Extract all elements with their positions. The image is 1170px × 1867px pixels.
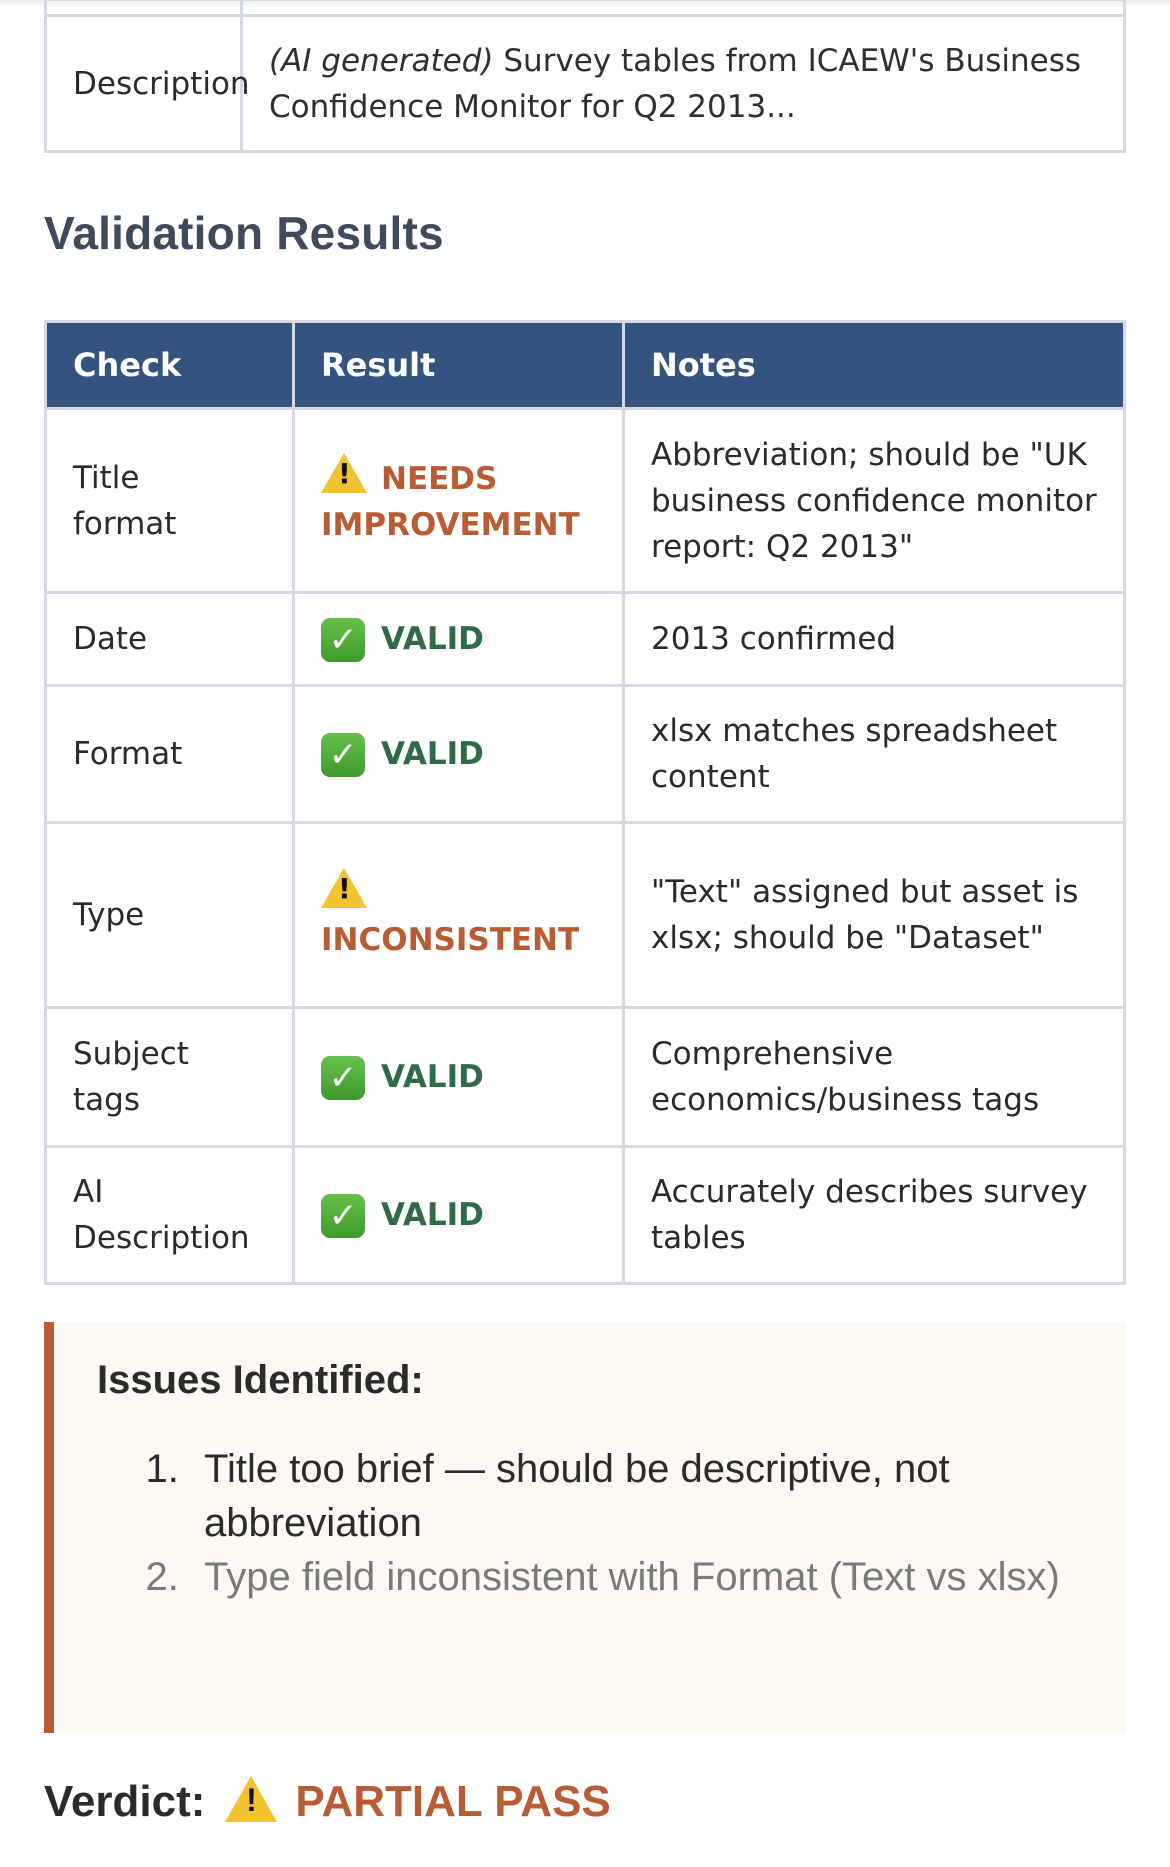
issues-heading: Issues Identified: bbox=[97, 1358, 424, 1402]
table-row bbox=[46, 1147, 1125, 1284]
result-cell bbox=[294, 1147, 624, 1284]
result-label: VALID bbox=[381, 620, 484, 657]
result-cell bbox=[294, 686, 624, 823]
column-header-check: Check bbox=[46, 322, 294, 409]
check-icon: ✓ bbox=[321, 733, 365, 777]
metadata-key bbox=[46, 0, 242, 16]
issue-item: 2. Type field inconsistent with Format (Text vs xlsx) bbox=[190, 1550, 1070, 1604]
result-label: NEEDS IMPROVEMENT bbox=[321, 461, 580, 543]
issue-item: 1. Title too brief — should be descriptive, not abbreviation bbox=[190, 1442, 1070, 1550]
metadata-value bbox=[242, 0, 1125, 16]
check-cell: Subject tags bbox=[46, 1008, 294, 1147]
table-row bbox=[46, 593, 1125, 686]
warning-icon: ! bbox=[321, 453, 367, 493]
description-text: Survey tables from ICAEW's Business Confidence Monitor for Q2 2013... bbox=[269, 42, 1082, 125]
result-cell bbox=[294, 409, 624, 593]
validation-table bbox=[44, 320, 1126, 1285]
verdict-value: PARTIAL PASS bbox=[295, 1777, 611, 1826]
result-label: VALID bbox=[381, 1058, 484, 1095]
notes-cell: Comprehensive economics/business tags bbox=[624, 1008, 1125, 1147]
result-cell bbox=[294, 823, 624, 1008]
metadata-table bbox=[44, 0, 1126, 153]
result-label: VALID bbox=[381, 735, 484, 772]
warning-icon: ! bbox=[225, 1776, 277, 1822]
warning-icon: ! bbox=[321, 868, 367, 908]
metadata-row-description bbox=[46, 16, 1125, 152]
notes-cell: Accurately describes survey tables bbox=[624, 1147, 1125, 1284]
notes-cell: "Text" assigned but asset is xlsx; should be "Dataset" bbox=[624, 823, 1125, 1008]
table-row bbox=[46, 1008, 1125, 1147]
verdict bbox=[44, 1776, 611, 1827]
metadata-value bbox=[242, 16, 1125, 152]
verdict-label: Verdict: bbox=[44, 1777, 206, 1826]
check-cell: AI Description bbox=[46, 1147, 294, 1284]
table-row bbox=[46, 686, 1125, 823]
check-cell: Title format bbox=[46, 409, 294, 593]
section-title: Validation Results bbox=[44, 207, 444, 259]
ai-generated-label: (AI generated) bbox=[269, 42, 494, 79]
issues-list bbox=[140, 1442, 1070, 1604]
check-cell: Format bbox=[46, 686, 294, 823]
check-cell: Date bbox=[46, 593, 294, 686]
metadata-key: Description bbox=[46, 16, 242, 152]
result-cell bbox=[294, 593, 624, 686]
check-icon: ✓ bbox=[321, 1194, 365, 1238]
result-cell bbox=[294, 1008, 624, 1147]
table-row bbox=[46, 409, 1125, 593]
result-label: INCONSISTENT bbox=[321, 921, 580, 958]
issues-callout bbox=[44, 1322, 1126, 1733]
check-cell: Type bbox=[46, 823, 294, 1008]
notes-cell: Abbreviation; should be "UK business confidence monitor report: Q2 2013" bbox=[624, 409, 1125, 593]
result-label: VALID bbox=[381, 1196, 484, 1233]
notes-cell: 2013 confirmed bbox=[624, 593, 1125, 686]
check-icon: ✓ bbox=[321, 618, 365, 662]
check-icon: ✓ bbox=[321, 1056, 365, 1100]
table-row bbox=[46, 823, 1125, 1008]
notes-cell: xlsx matches spreadsheet content bbox=[624, 686, 1125, 823]
column-header-notes: Notes bbox=[624, 322, 1125, 409]
table-header bbox=[46, 322, 1125, 409]
metadata-row bbox=[46, 0, 1125, 16]
column-header-result: Result bbox=[294, 322, 624, 409]
